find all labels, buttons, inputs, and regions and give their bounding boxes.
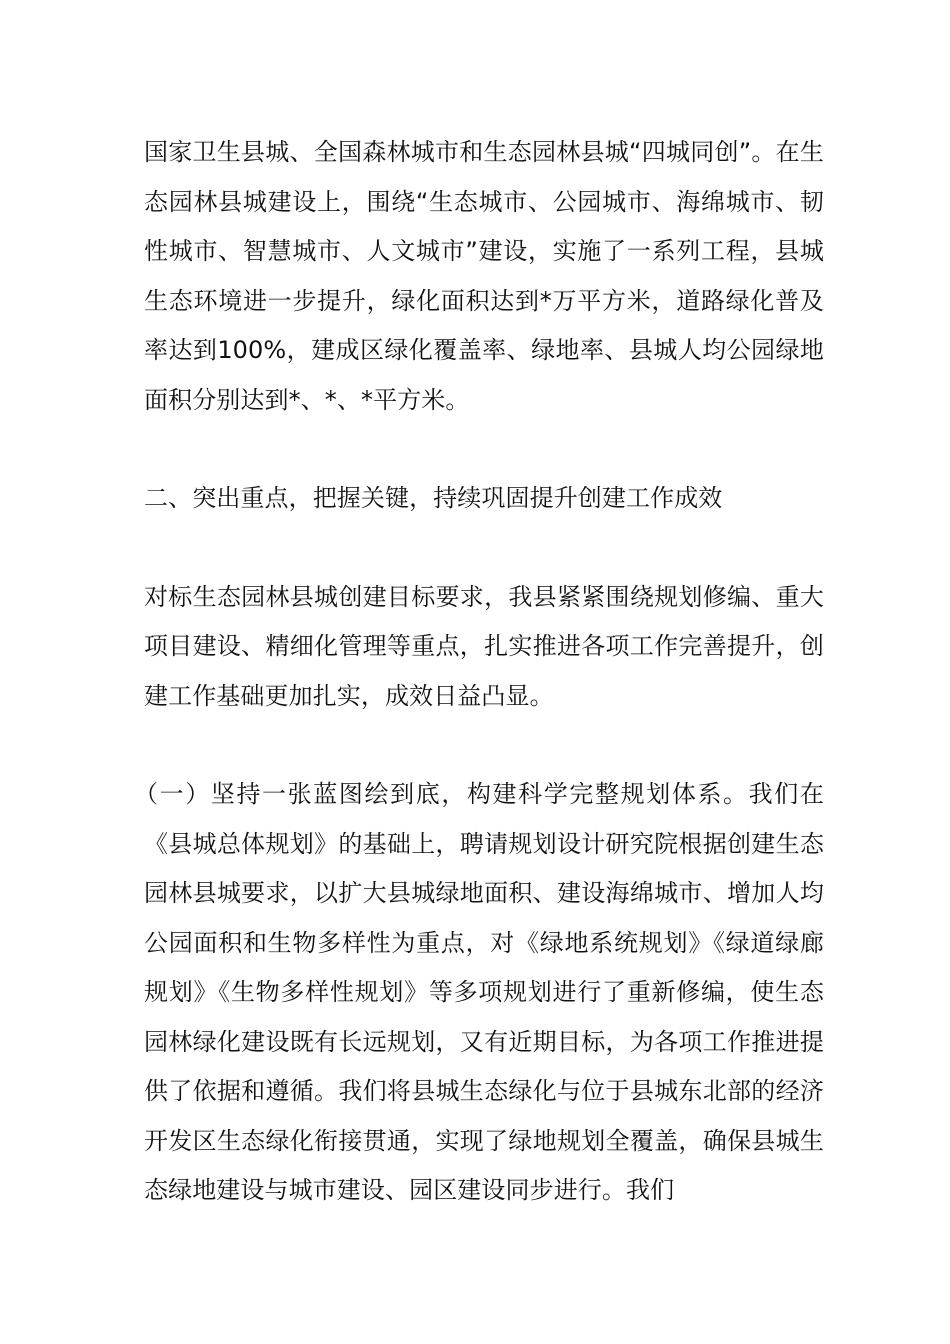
paragraph-subsection-1: （一）坚持一张蓝图绘到底，构建科学完整规划体系。我们在《县城总体规划》的基础上，聘请规划设计研究院根据创建生态园林县城要求，以扩大县城绿地面积、建设海绵城市、增加人均公园面积和生物多样性为重点，对《绿地系统规划》《绿道绿廊规划》《生物多样性规划》等多项规划进行了重新修编，使生态园林绿化建设既有长远规划，又有近期目标，为各项工作推进提供了依据和遵循。我们将县城生态绿化与位于县城东北部的经济开发区生态绿化衔接贯通，实现了绿地规划全覆盖，确保县城生态绿地建设与城市建设、园区建设同步进行。我们 bbox=[134, 780, 824, 1204]
document-body bbox=[134, 128, 824, 1216]
section-heading: 二、突出重点，把握关键，持续巩固提升创建工作成效 bbox=[144, 484, 723, 512]
paragraph-continuation: 国家卫生县城、全国森林城市和生态园林县城“四城同创”。在生态园林县城建设上，围绕“生态城市、公园城市、海绵城市、韧性城市、智慧城市、人文城市”建设，实施了一系列工程，县城生态环境进一步提升，绿化面积达到*万平方米，道路绿化普及率达到100%，建成区绿化覆盖率、绿地率、县城人均公园绿地面积分别达到*、*、*平方米。 bbox=[144, 138, 824, 414]
paragraph-intro: 对标生态园林县城创建目标要求，我县紧紧围绕规划修编、重大项目建设、精细化管理等重点，扎实推进各项工作完善提升，创建工作基础更加扎实，成效日益凸显。 bbox=[144, 582, 824, 710]
